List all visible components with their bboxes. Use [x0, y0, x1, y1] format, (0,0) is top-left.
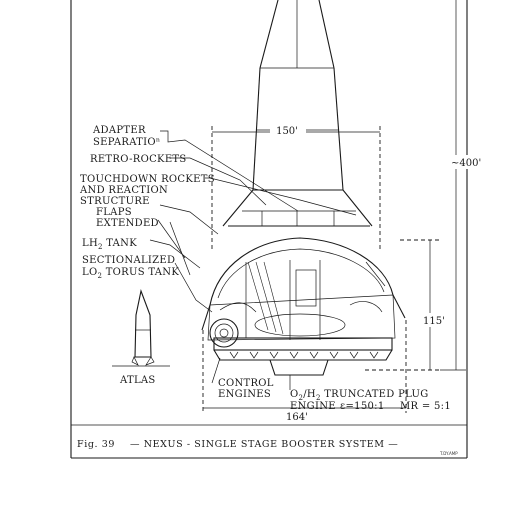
label-engines: ENGINES	[218, 389, 271, 400]
label-atlas: ATLAS	[120, 375, 156, 386]
label-structure: STRUCTURE	[80, 196, 150, 207]
dim-height-total: ~400'	[451, 158, 482, 169]
dim-width-base: 164'	[286, 412, 308, 423]
label-separation: SEPARATIOⁿ	[93, 137, 161, 148]
atlas-silhouette	[112, 291, 170, 366]
stamp-mark: T.DY.AMP	[440, 451, 458, 456]
label-flaps: FLAPS	[96, 207, 132, 218]
label-engine: ENGINE	[290, 401, 336, 412]
label-lh2-tank: $LH_2$ TANK	[82, 238, 137, 251]
label-retro-rockets: RETRO-ROCKETS	[90, 154, 187, 165]
label-lo2-torus-tank: $LO_2$ TORUS TANK	[82, 267, 180, 280]
figure-title: — NEXUS - SINGLE STAGE BOOSTER SYSTEM —	[130, 439, 399, 450]
dim-width-top: 150'	[276, 126, 298, 137]
label-truncated-plug: $O_2/H_2$ TRUNCATED PLUG	[290, 389, 429, 402]
dim-height-lower: 115'	[423, 316, 445, 327]
engine-skirt	[214, 350, 392, 375]
label-adapter: ADAPTER	[93, 125, 146, 136]
figure-number: Fig. 39	[77, 439, 116, 450]
dimension-150	[212, 124, 380, 250]
label-area-ratio: ε=150:1	[340, 401, 385, 412]
label-control: CONTROL	[218, 378, 274, 389]
label-mixture-ratio: MR = 5:1	[400, 401, 451, 412]
upper-stage-outline	[253, 0, 343, 190]
control-engine-ring	[210, 319, 238, 347]
label-extended: EXTENDED	[96, 218, 159, 229]
label-touchdown-rockets: TOUCHDOWN ROCKETS	[80, 174, 215, 185]
label-sectionalized: SECTIONALIZED	[82, 255, 176, 266]
booster-body	[202, 238, 405, 350]
adapter-skirt	[223, 190, 372, 226]
label-and-reaction: AND REACTION	[80, 185, 169, 196]
